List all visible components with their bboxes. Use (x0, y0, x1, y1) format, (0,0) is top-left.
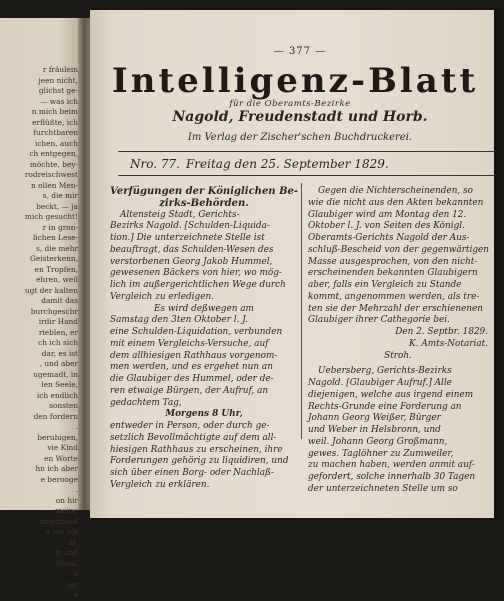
issue-number: Nro. 77. (130, 157, 180, 171)
text-line: Glaubiger ihrer Cathegorie bei. (308, 315, 450, 326)
text-line: erscheinenden bekannten Glaubigern (308, 268, 478, 279)
page-number: — 377 — (273, 46, 327, 57)
text-line: r fräulein (42, 65, 78, 74)
text-line: ich endlich (36, 390, 78, 400)
text-line: — was ich (40, 96, 78, 106)
text-line: kommt, angenommen werden, als tre- (308, 291, 480, 302)
text-line: e (73, 590, 78, 599)
text-line: ren etwaige Bürgen, der Aufruf, an (110, 385, 269, 396)
text-line: entweder in Person, oder durch ge- (110, 421, 270, 431)
text-line: ten sie der Mehrzahl der erschienenen (308, 303, 483, 314)
text-line: . (75, 485, 78, 494)
text-line: gedachtem Tag, (110, 397, 182, 408)
left-column-body (110, 210, 298, 492)
text-line: s, die mir (42, 191, 78, 200)
text-line: Rechts-Grunde eine Forderung an (308, 401, 462, 412)
text-line: Oberamts-Gerichts Nagold der Aus- (308, 233, 470, 243)
text-line: beckt, — ja (36, 201, 78, 211)
text-line: on hir (55, 495, 78, 505)
text-line: gewes. Taglöhner zu Zumweiler, (308, 448, 454, 459)
newspaper-page (90, 10, 494, 518)
text-line: men werden, und es ergehet nun an (110, 362, 273, 373)
text-line: und Weber in Helsbronn, und (308, 425, 441, 435)
text-line: dar, es ist (41, 348, 78, 358)
text-line: e berooge (40, 474, 78, 484)
section-heading-cont: zirks-Behörden. (159, 197, 249, 209)
text-line: en Worte (44, 453, 78, 463)
text-line: vie Kind (47, 443, 78, 452)
masthead-subtitle: für die Oberamts-Bezirke (229, 99, 351, 109)
issue-date: Freitag den 25. September 1829. (185, 157, 389, 171)
text-line: meine (55, 506, 78, 515)
text-line: Den 2. Septbr. 1829. (395, 327, 488, 337)
text-line: ichen, auch (34, 138, 78, 148)
text-line: Glaubiger wird am Montag den 12. (308, 209, 467, 220)
left-column (110, 186, 298, 492)
text-line: beauftragt, das Schulden-Wesen des (110, 244, 274, 255)
text-line: ch entgegen, (29, 149, 78, 158)
text-line: . (75, 422, 78, 431)
text-line: Oktober l. J. von Seiten des Königl. (308, 221, 465, 232)
text-line: ier (67, 579, 78, 589)
text-line: gewesenen Bäckers von hier, wo mög- (110, 268, 282, 279)
text-line: Vergleich zu erledigen. (110, 291, 214, 302)
section-heading: Verfügungen der Königlichen Be- (110, 186, 299, 197)
text-line: Johann Georg Weißer, Bürger (308, 413, 441, 424)
text-line: verstorbenen Georg Jakob Hummel, (110, 256, 273, 267)
text-line: setzlich Bevollmächtigte auf dem all- (110, 432, 277, 443)
text-line: Gegen die Nichterscheinenden, so (318, 186, 473, 196)
text-line: hiesigen Rathhaus zu erscheinen, ihre (110, 444, 283, 455)
text-line: , und aber (39, 359, 78, 368)
text-line: en Tropfen, (34, 264, 78, 274)
text-line: dem allhiesigen Rathhaus vorgenom- (110, 350, 278, 361)
text-line: Es wird deßwegen am (154, 303, 254, 314)
text-line: damit das (41, 296, 78, 305)
text-line: r in gron- (42, 222, 78, 232)
text-line: sonsten (49, 401, 78, 410)
text-line: K. Amts-Notariat. (409, 338, 488, 349)
text-line: diejenigen, welche aus irgend einem (308, 389, 474, 400)
text-line: jeen nicht, (38, 75, 78, 85)
top-rule (118, 151, 494, 152)
text-line: glichst ge- (38, 86, 78, 95)
text-line: sich über einen Borg- oder Nachlaß- (110, 468, 274, 478)
text-line: beruhigen, (37, 432, 78, 442)
text-line: Morgens 8 Uhr, (165, 409, 243, 420)
text-line: mich gesucht! (24, 212, 78, 221)
text-line: wie die nicht aus den Akten bekannten (308, 197, 484, 208)
previous-page (0, 18, 82, 599)
text-line: len Seele, (41, 380, 78, 389)
text-line: Stroh. (384, 350, 412, 361)
text-line: Geisterkenn, (29, 254, 78, 263)
text-line: irdir Hand (38, 317, 78, 326)
right-column-body (308, 186, 488, 496)
text-line: ir und (55, 548, 78, 557)
text-line: die Glaubiger des Hummel, oder de- (110, 374, 274, 384)
text-line: möchte, bey- (29, 159, 78, 169)
text-line: furchtbaren (33, 128, 78, 137)
column-divider (301, 183, 302, 439)
text-line: lichen Lese- (32, 233, 78, 242)
text-line: n ollen Men- (31, 180, 78, 190)
text-line: Forderungen gehörig zu liquidiren, und (110, 456, 289, 467)
date-rule (118, 175, 494, 176)
text-line: Stohl, (56, 558, 78, 568)
text-line: ugemadt, in (33, 369, 78, 379)
text-line: s, die mehr (36, 243, 78, 253)
text-line: lich im außergerichtlichen Wege durch (110, 280, 286, 290)
text-line: Masse ausgesprochen, von den nicht- (308, 256, 478, 267)
text-line: Nagold. [Glaubiger Aufruf.] Alle (308, 378, 452, 388)
text-line: hn ich aber (35, 464, 78, 473)
publisher-line: Im Verlag der Zischer'schen Buchdruckerei. (187, 132, 413, 143)
text-line: Altensteig Stadt, Gerichts- (120, 209, 240, 220)
text-line: Vergleich zu erklären. (110, 479, 210, 490)
dateline (130, 157, 490, 171)
text-line: erflüßte, ich (32, 117, 78, 127)
text-line: s um ich (46, 527, 78, 536)
text-line: rodreischwest (24, 170, 78, 179)
text-line: eine Schulden-Liquidation, verbunden (110, 327, 283, 337)
text-line: der unterzeichneten Stelle um so (308, 483, 458, 494)
text-line: ungstrand (39, 516, 78, 526)
masthead-title: Intelligenz-Blatt (111, 61, 479, 101)
text-line: rieblen, er (38, 327, 78, 337)
text-line: kl, (68, 537, 78, 547)
right-column (308, 186, 488, 496)
text-line: aber, falls ein Vergleich zu Stande (308, 280, 462, 290)
text-line: Bezirks Nagold. [Schulden-Liquida- (110, 221, 270, 232)
text-line: gefordert, solche innerhalb 30 Tagen (308, 472, 476, 482)
text-line: n mich beim (31, 107, 78, 116)
text-line: mit einem Vergleichs-Versuche, auf (110, 338, 269, 349)
previous-page-text (2, 65, 78, 601)
text-line: den fordern (33, 411, 78, 421)
text-line: zu machen haben, werden anmit auf- (308, 460, 475, 471)
text-line: s (74, 569, 78, 578)
masthead-towns: Nagold, Freudenstadt und Horb. (172, 109, 428, 125)
text-line: ehren, weil (36, 275, 78, 284)
text-line: Uebersberg, Gerichts-Bezirks (318, 366, 452, 377)
text-line: ch ich sich (38, 338, 78, 347)
text-line: Samstag den 3ten Oktober l. J. (110, 315, 248, 326)
text-line: tion.] Die unterzeichnete Stelle ist (110, 233, 265, 243)
text-line: burchgeschr (30, 306, 78, 316)
text-line: weil. Johann Georg Großmann, (308, 436, 448, 447)
text-line: ugt der kalten (24, 285, 78, 295)
text-line: schluß-Bescheid von der gegenwärtigen (308, 244, 489, 255)
